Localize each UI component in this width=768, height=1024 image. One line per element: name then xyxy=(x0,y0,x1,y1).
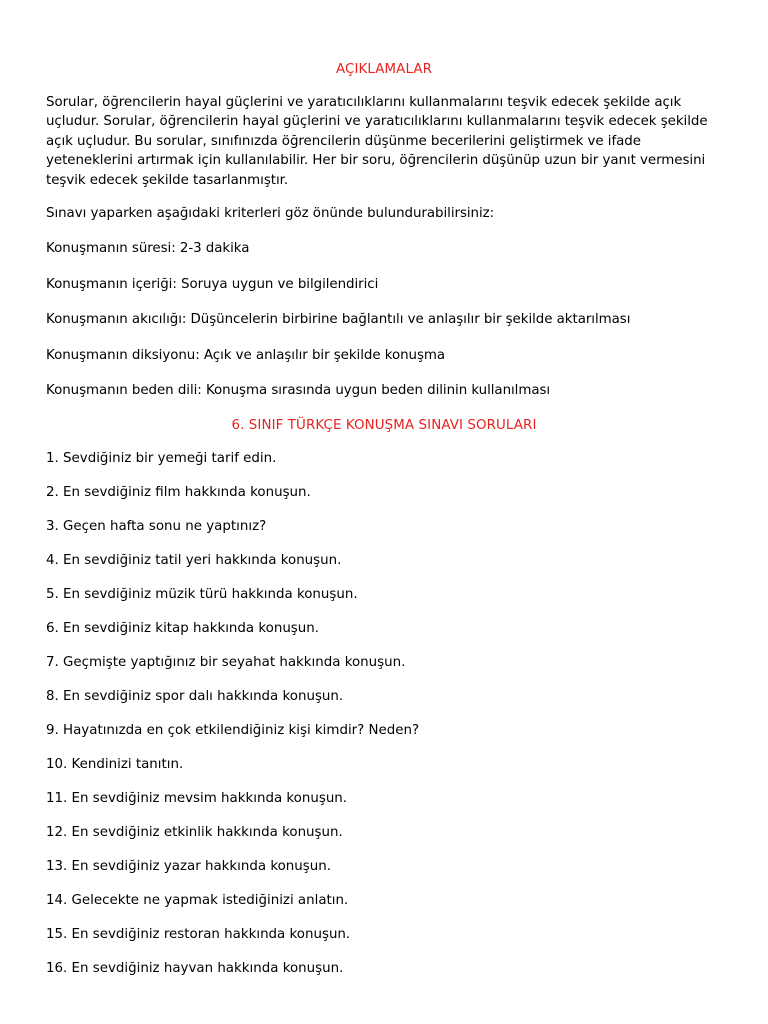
criterion-body-language: Konuşmanın beden dili: Konuşma sırasında uygun beden dilinin kullanılması xyxy=(46,383,551,399)
question-item: 4. En sevdiğiniz tatil yeri hakkında konuşun. xyxy=(46,553,342,569)
question-item: 11. En sevdiğiniz mevsim hakkında konuşun. xyxy=(46,791,348,807)
question-item: 2. En sevdiğiniz film hakkında konuşun. xyxy=(46,485,311,501)
criterion-duration: Konuşmanın süresi: 2-3 dakika xyxy=(46,241,250,257)
criterion-fluency: Konuşmanın akıcılığı: Düşüncelerin birbirine bağlantılı ve anlaşılır bir şekilde aktarılması xyxy=(46,312,631,328)
criterion-content: Konuşmanın içeriği: Soruya uygun ve bilgilendirici xyxy=(46,276,379,292)
question-item: 6. En sevdiğiniz kitap hakkında konuşun. xyxy=(46,621,320,637)
criteria-intro: Sınavı yaparken aşağıdaki kriterleri göz önünde bulundurabilirsiniz: xyxy=(46,206,495,222)
question-item: 10. Kendinizi tanıtın. xyxy=(46,757,184,773)
questions-heading: 6. SINIF TÜRKÇE KONUŞMA SINAVI SORULARI xyxy=(231,418,537,434)
question-item: 5. En sevdiğiniz müzik türü hakkında konuşun. xyxy=(46,587,358,603)
explanations-heading: AÇIKLAMALAR xyxy=(336,62,432,77)
question-item: 13. En sevdiğiniz yazar hakkında konuşun. xyxy=(46,859,331,875)
criterion-diction: Konuşmanın diksiyonu: Açık ve anlaşılır bir şekilde konuşma xyxy=(46,347,446,363)
question-item: 1. Sevdiğiniz bir yemeği tarif edin. xyxy=(46,451,277,467)
question-list xyxy=(46,449,722,978)
question-item: 7. Geçmişte yaptığınız bir seyahat hakkında konuşun. xyxy=(46,655,406,671)
question-item: 14. Gelecekte ne yapmak istediğinizi anlatın. xyxy=(46,893,349,909)
question-item: 8. En sevdiğiniz spor dalı hakkında konuşun. xyxy=(46,689,344,705)
question-item: 16. En sevdiğiniz hayvan hakkında konuşun. xyxy=(46,961,344,977)
question-item: 15. En sevdiğiniz restoran hakkında konuşun. xyxy=(46,927,351,943)
question-item: 3. Geçen hafta sonu ne yaptınız? xyxy=(46,519,267,535)
question-item: 12. En sevdiğiniz etkinlik hakkında konuşun. xyxy=(46,825,343,841)
intro-paragraph: Sorular, öğrencilerin hayal güçlerini ve yaratıcılıklarını kullanmalarını teşvik edecek şekilde açık uçludur. Sorular, öğrencilerin hayal güçlerini ve yaratıcılıklarını kullanmalarını teşvik edecek şekilde açık uçludur. Bu sorular, sınıfınızda öğrencilerin düşünme becerilerini geliştirmek ve ifade yeteneklerini artırmak için kullanılabilir. Her bir soru, öğrencilerin düşünüp uzun bir yanıt vermesini teşvik edecek şekilde tasarlanmıştır. xyxy=(46,95,708,188)
question-item: 9. Hayatınızda en çok etkilendiğiniz kişi kimdir? Neden? xyxy=(46,723,420,739)
